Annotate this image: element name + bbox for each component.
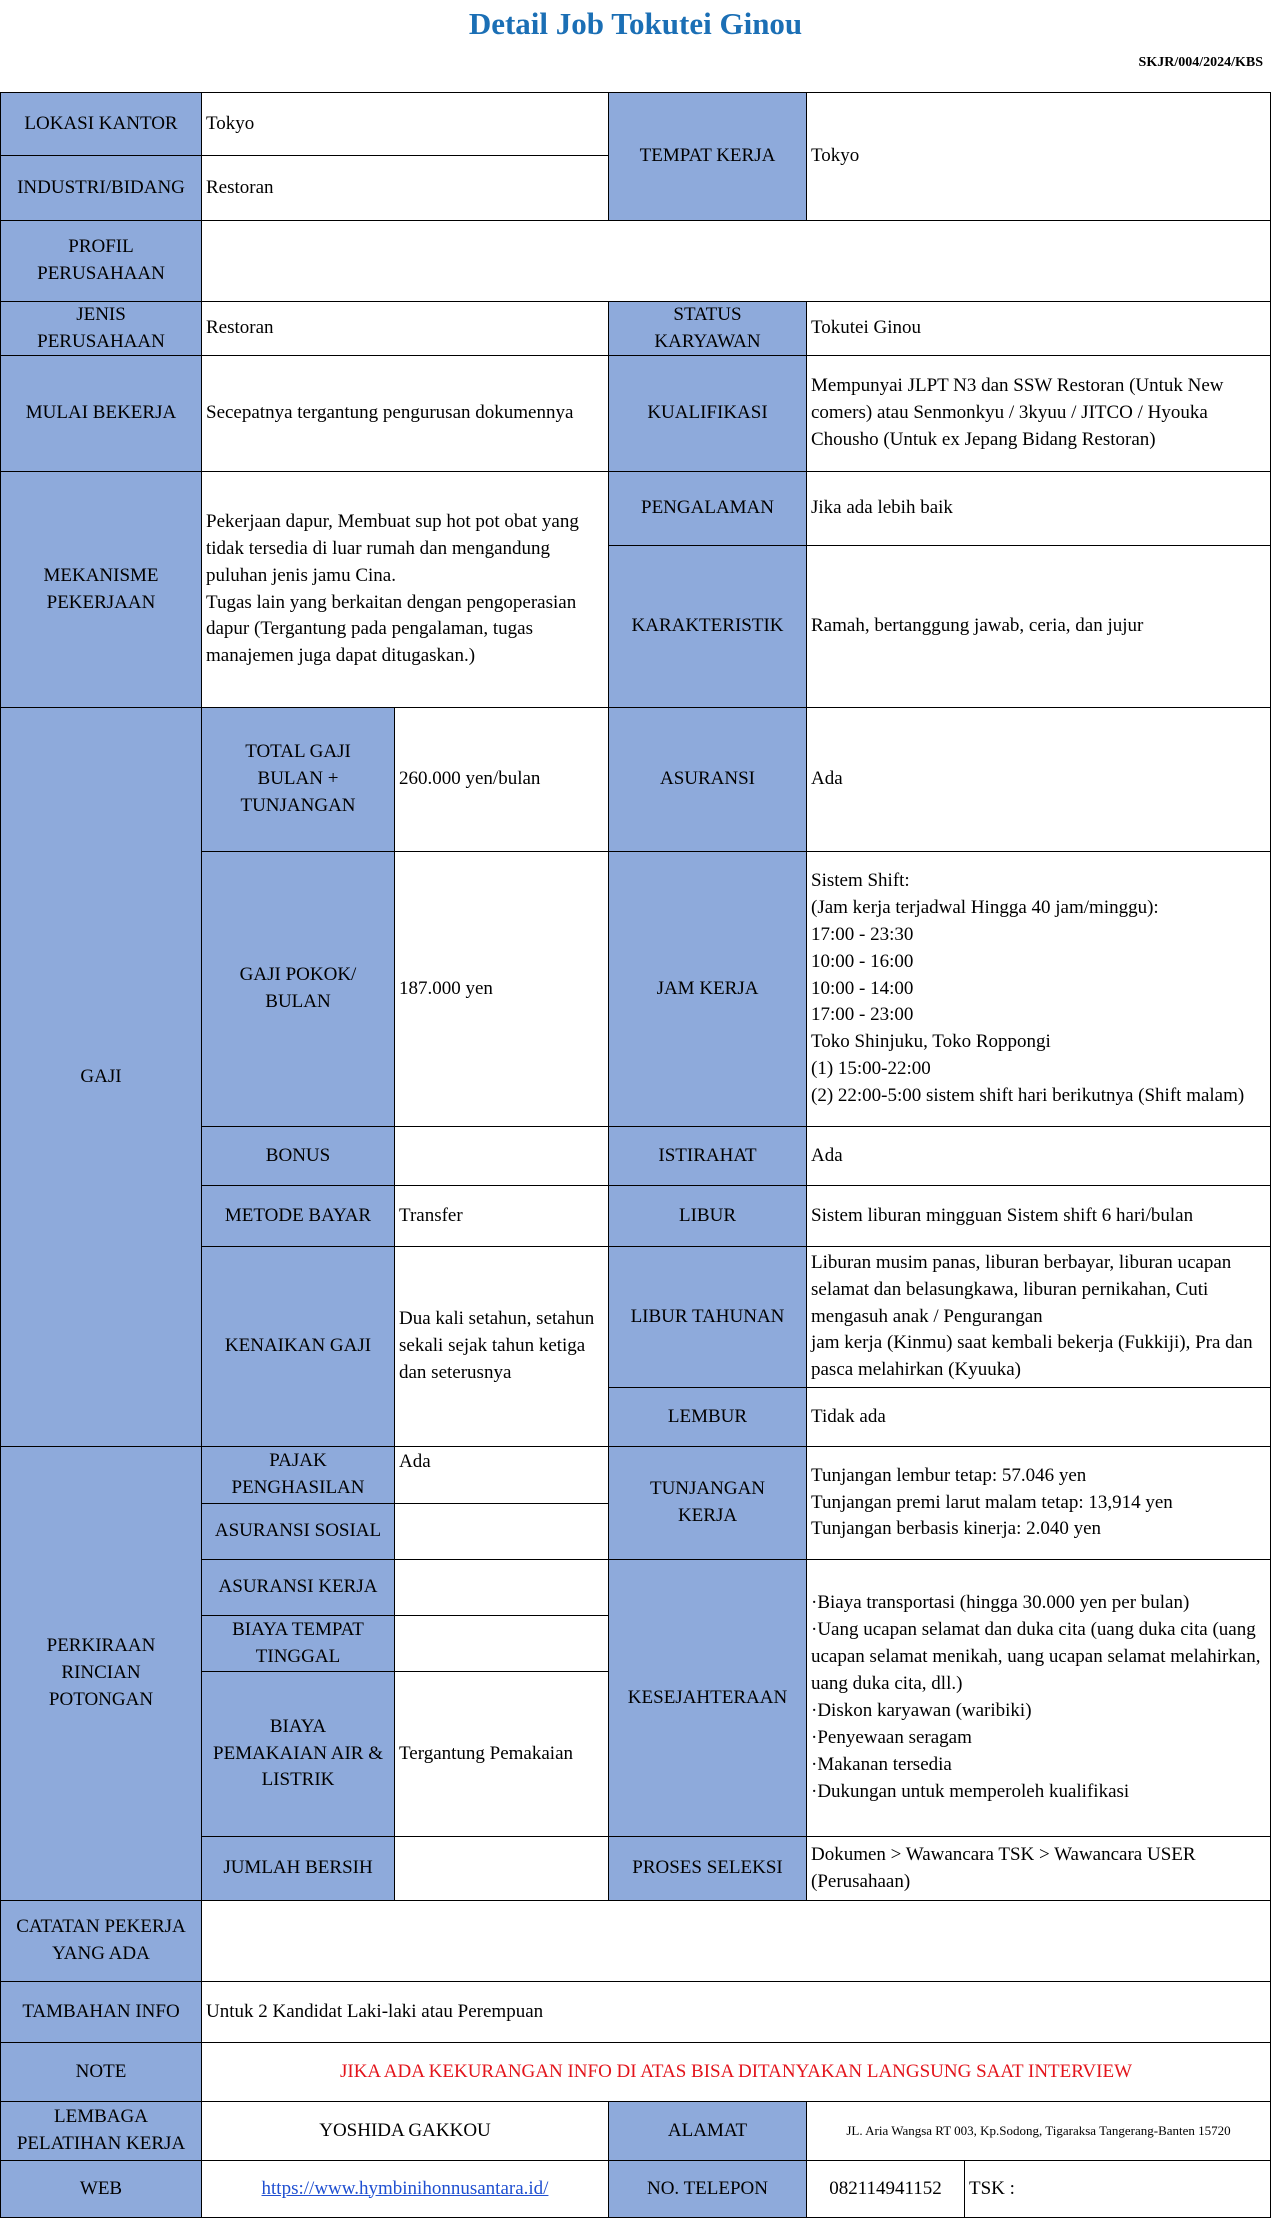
label-note: NOTE	[0, 2042, 202, 2102]
label-status: STATUS KARYAWAN	[608, 301, 807, 356]
label-jumlah-bersih: JUMLAH BERSIH	[201, 1836, 395, 1901]
label-tambahan: TAMBAHAN INFO	[0, 1981, 202, 2043]
label-metode-bayar: METODE BAYAR	[201, 1185, 395, 1247]
value-asuransi-sosial	[394, 1503, 609, 1560]
value-tambahan: Untuk 2 Kandidat Laki-laki atau Perempuan	[201, 1981, 1271, 2043]
value-gaji-pokok: 187.000 yen	[394, 851, 609, 1127]
value-lokasi-kantor: Tokyo	[201, 92, 609, 156]
value-istirahat: Ada	[806, 1126, 1271, 1186]
value-asuransi-kerja	[394, 1559, 609, 1616]
value-libur: Sistem liburan mingguan Sistem shift 6 hari/bulan	[806, 1185, 1271, 1247]
label-bonus: BONUS	[201, 1126, 395, 1186]
value-alamat: JL. Aria Wangsa RT 003, Kp.Sodong, Tigaraksa Tangerang-Banten 15720	[806, 2101, 1271, 2161]
value-kenaikan-gaji: Dua kali setahun, setahun sekali sejak tahun ketiga dan seterusnya	[394, 1246, 609, 1447]
label-jam-kerja: JAM KERJA	[608, 851, 807, 1127]
label-telepon: NO. TELEPON	[608, 2160, 807, 2218]
label-catatan: CATATAN PEKERJA YANG ADA	[0, 1900, 202, 1982]
value-pengalaman: Jika ada lebih baik	[806, 471, 1271, 546]
value-proses-seleksi: Dokumen > Wawancara TSK > Wawancara USER (Perusahaan)	[806, 1836, 1271, 1901]
value-profil	[201, 220, 1271, 302]
value-industri: Restoran	[201, 155, 609, 221]
value-status: Tokutei Ginou	[806, 301, 1271, 356]
value-jenis: Restoran	[201, 301, 609, 356]
value-mekanisme: Pekerjaan dapur, Membuat sup hot pot obat yang tidak tersedia di luar rumah dan mengandung puluhan jenis jamu Cina. Tugas lain yang berkaitan dengan pengoperasian dapur (Tergantung pada pengalaman, tugas manajemen juga dapat ditugaskan.)	[201, 471, 609, 708]
label-perkiraan: PERKIRAAN RINCIAN POTONGAN	[0, 1446, 202, 1901]
web-cell	[201, 2160, 609, 2218]
value-note: JIKA ADA KEKURANGAN INFO DI ATAS BISA DITANYAKAN LANGSUNG SAAT INTERVIEW	[201, 2042, 1271, 2102]
label-proses-seleksi: PROSES SELEKSI	[608, 1836, 807, 1901]
label-profil: PROFIL PERUSAHAAN	[0, 220, 202, 302]
value-bonus	[394, 1126, 609, 1186]
value-telepon: 082114941152	[806, 2160, 965, 2218]
value-kualifikasi: Mempunyai JLPT N3 dan SSW Restoran (Untuk New comers) atau Senmonkyu / 3kyuu / JITCO / Hyouka Chousho (Untuk ex Jepang Bidang Restoran)	[806, 355, 1271, 472]
label-web: WEB	[0, 2160, 202, 2218]
value-biaya-air: Tergantung Pemakaian	[394, 1671, 609, 1837]
label-libur-tahunan: LIBUR TAHUNAN	[608, 1246, 807, 1388]
value-catatan	[201, 1900, 1271, 1982]
label-total-gaji: TOTAL GAJI BULAN + TUNJANGAN	[201, 707, 395, 852]
label-alamat: ALAMAT	[608, 2101, 807, 2161]
label-pengalaman: PENGALAMAN	[608, 471, 807, 546]
label-pajak: PAJAK PENGHASILAN	[201, 1446, 395, 1504]
label-biaya-tinggal: BIAYA TEMPAT TINGGAL	[201, 1615, 395, 1672]
value-tsk: TSK :	[964, 2160, 1271, 2218]
value-lembaga: YOSHIDA GAKKOU	[201, 2101, 609, 2161]
label-karakteristik: KARAKTERISTIK	[608, 545, 807, 708]
label-industri: INDUSTRI/BIDANG	[0, 155, 202, 221]
label-biaya-air: BIAYA PEMAKAIAN AIR & LISTRIK	[201, 1671, 395, 1837]
value-pajak: Ada	[394, 1446, 609, 1504]
value-mulai: Secepatnya tergantung pengurusan dokumennya	[201, 355, 609, 472]
label-jenis: JENIS PERUSAHAAN	[0, 301, 202, 356]
label-lokasi-kantor: LOKASI KANTOR	[0, 92, 202, 156]
value-karakteristik: Ramah, bertanggung jawab, ceria, dan jujur	[806, 545, 1271, 708]
value-kesejahteraan: ·Biaya transportasi (hingga 30.000 yen per bulan) ·Uang ucapan selamat dan duka cita (uang duka cita (uang ucapan selamat menikah, uang ucapan selamat melahirkan, uang duka cita, dll.) ·Diskon karyawan (waribiki) ·Penyewaan seragam ·Makanan tersedia ·Dukungan untuk memperoleh kualifikasi	[806, 1559, 1271, 1837]
value-lembur: Tidak ada	[806, 1387, 1271, 1447]
label-kenaikan-gaji: KENAIKAN GAJI	[201, 1246, 395, 1447]
value-metode-bayar: Transfer	[394, 1185, 609, 1247]
label-asuransi: ASURANSI	[608, 707, 807, 852]
label-lembur: LEMBUR	[608, 1387, 807, 1447]
label-gaji: GAJI	[0, 707, 202, 1447]
label-kualifikasi: KUALIFIKASI	[608, 355, 807, 472]
label-kesejahteraan: KESEJAHTERAAN	[608, 1559, 807, 1837]
label-tempat-kerja: TEMPAT KERJA	[608, 92, 807, 221]
value-jumlah-bersih	[394, 1836, 609, 1901]
document-number: SKJR/004/2024/KBS	[1138, 55, 1263, 70]
page-title: Detail Job Tokutei Ginou	[468, 6, 803, 41]
website-link[interactable]: https://www.hymbinihonnusantara.id/	[261, 2177, 549, 2199]
label-tunjangan-kerja: TUNJANGAN KERJA	[608, 1446, 807, 1560]
value-libur-tahunan: Liburan musim panas, liburan berbayar, liburan ucapan selamat dan belasungkawa, liburan pernikahan, Cuti mengasuh anak / Pengurangan jam kerja (Kinmu) saat kembali bekerja (Fukkiji), Pra dan pasca melahirkan (Kyuuka)	[806, 1246, 1271, 1388]
value-tempat-kerja: Tokyo	[806, 92, 1271, 221]
value-jam-kerja: Sistem Shift: (Jam kerja terjadwal Hingga 40 jam/minggu): 17:00 - 23:30 10:00 - 16:00 10:00 - 14:00 17:00 - 23:00 Toko Shinjuku, Toko Roppongi (1) 15:00-22:00 (2) 22:00-5:00 sistem shift hari berikutnya (Shift malam)	[806, 851, 1271, 1127]
value-tunjangan-kerja: Tunjangan lembur tetap: 57.046 yen Tunjangan premi larut malam tetap: 13,914 yen Tunjangan berbasis kinerja: 2.040 yen	[806, 1446, 1271, 1560]
label-lembaga: LEMBAGA PELATIHAN KERJA	[0, 2101, 202, 2161]
value-total-gaji: 260.000 yen/bulan	[394, 707, 609, 852]
label-istirahat: ISTIRAHAT	[608, 1126, 807, 1186]
label-asuransi-sosial: ASURANSI SOSIAL	[201, 1503, 395, 1560]
label-mulai: MULAI BEKERJA	[0, 355, 202, 472]
label-gaji-pokok: GAJI POKOK/ BULAN	[201, 851, 395, 1127]
label-asuransi-kerja: ASURANSI KERJA	[201, 1559, 395, 1616]
label-libur: LIBUR	[608, 1185, 807, 1247]
value-biaya-tinggal	[394, 1615, 609, 1672]
label-mekanisme: MEKANISME PEKERJAAN	[0, 471, 202, 708]
value-asuransi: Ada	[806, 707, 1271, 852]
